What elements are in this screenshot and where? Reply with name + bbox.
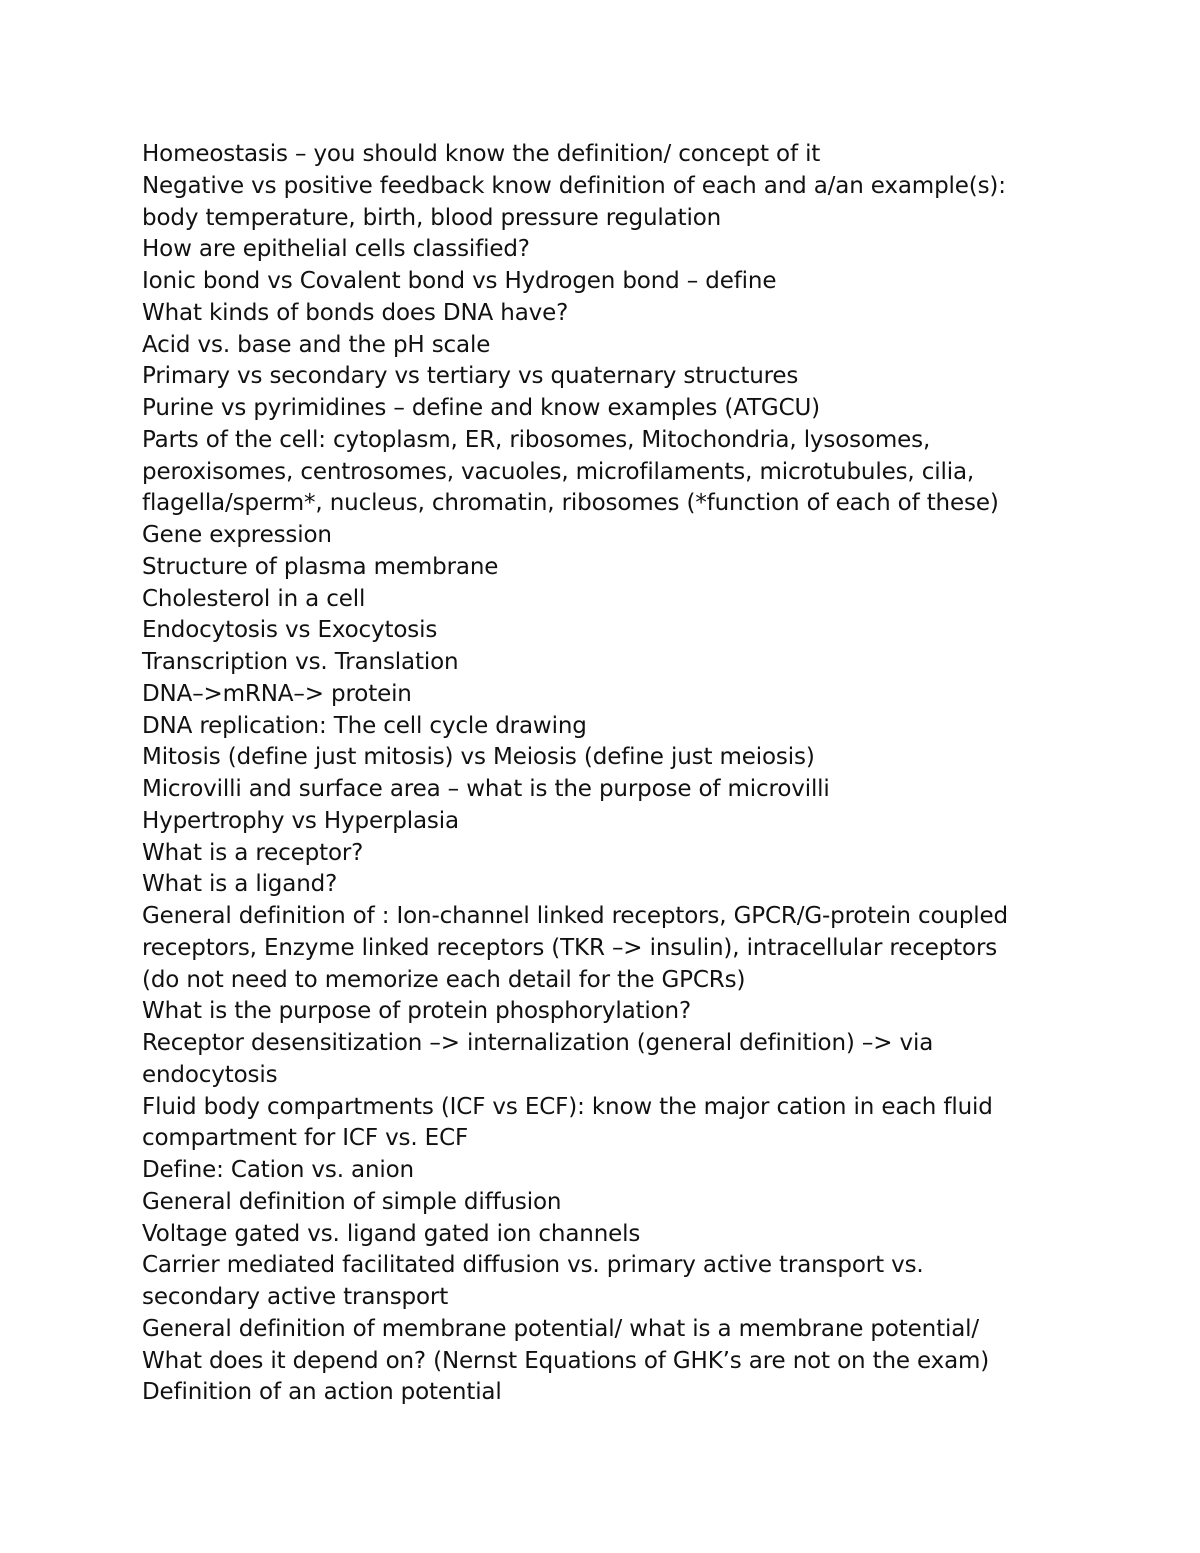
text-line: Fluid body compartments (ICF vs ECF): know the major cation in each fluid (142, 1093, 993, 1120)
text-line: Parts of the cell: cytoplasm, ER, ribosomes, Mitochondria, lysosomes, (142, 426, 931, 453)
text-line: What is the purpose of protein phosphorylation? (142, 998, 692, 1025)
text-line: secondary active transport (142, 1284, 449, 1310)
text-line: Negative vs positive feedback know definition of each and a/an example(s): (142, 172, 1006, 199)
text-line: Primary vs secondary vs tertiary vs quaternary structures (142, 363, 799, 390)
text-line: Voltage gated vs. ligand gated ion channels (142, 1220, 641, 1247)
text-line: DNA replication: The cell cycle drawing (142, 712, 587, 739)
text-line: How are epithelial cells classified? (142, 236, 530, 263)
text-line: peroxisomes, centrosomes, vacuoles, microfilaments, microtubules, cilia, (142, 458, 975, 485)
text-line: Homeostasis – you should know the definition/ concept of it (142, 141, 821, 167)
text-line: compartment for ICF vs. ECF (142, 1125, 469, 1152)
text-line: Transcription vs. Translation (142, 649, 459, 675)
text-line: flagella/sperm*, nucleus, chromatin, ribosomes (*function of each of these) (142, 490, 999, 517)
text-line: Microvilli and surface area – what is the purpose of microvilli (142, 776, 830, 802)
text-line: General definition of simple diffusion (142, 1188, 562, 1215)
text-line: General definition of membrane potential/ what is a membrane potential/ (142, 1315, 979, 1342)
text-line: Structure of plasma membrane (142, 553, 499, 580)
text-line: Cholesterol in a cell (142, 585, 366, 612)
text-line: DNA–>mRNA–> protein (142, 680, 412, 707)
text-line: endocytosis (142, 1061, 278, 1088)
text-line: Receptor desensitization –> internalization (general definition) –> via (142, 1030, 934, 1056)
text-line: What does it depend on? (Nernst Equations of GHK’s are not on the exam) (142, 1347, 990, 1374)
text-line: Acid vs. base and the pH scale (142, 331, 491, 358)
text-line: Ionic bond vs Covalent bond vs Hydrogen bond – define (142, 268, 777, 294)
text-line: Endocytosis vs Exocytosis (142, 617, 438, 644)
text-line: body temperature, birth, blood pressure regulation (142, 204, 722, 231)
text-line: Carrier mediated facilitated diffusion vs. primary active transport vs. (142, 1252, 924, 1279)
text-line: What is a ligand? (142, 871, 338, 898)
text-line: Gene expression (142, 522, 332, 548)
text-line: Purine vs pyrimidines – define and know examples (ATGCU) (142, 395, 821, 421)
text-line: Hypertrophy vs Hyperplasia (142, 807, 459, 834)
text-line: What is a receptor? (142, 839, 364, 866)
document-body (142, 139, 1062, 1409)
text-line: receptors, Enzyme linked receptors (TKR –> insulin), intracellular receptors (142, 934, 998, 961)
text-line: General definition of : Ion-channel linked receptors, GPCR/G-protein coupled (142, 903, 1008, 929)
text-line: Definition of an action potential (142, 1379, 502, 1406)
text-line: Define: Cation vs. anion (142, 1157, 414, 1183)
text-line: (do not need to memorize each detail for the GPCRs) (142, 966, 746, 993)
text-line: Mitosis (define just mitosis) vs Meiosis (define just meiosis) (142, 744, 815, 771)
text-line: What kinds of bonds does DNA have? (142, 299, 569, 326)
